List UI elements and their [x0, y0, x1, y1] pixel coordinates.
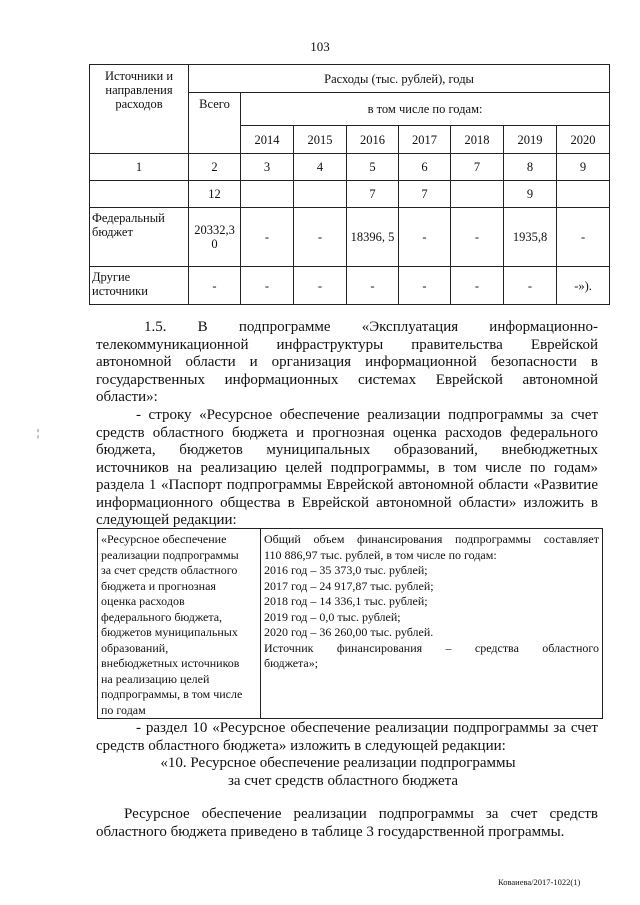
passport-table [97, 528, 603, 719]
row-value: - [399, 208, 451, 267]
passport-label-line: федерального бюджета, [101, 609, 223, 624]
extra-row [90, 181, 610, 208]
page-number: 103 [310, 39, 330, 54]
footer-code: Коваиева/2017-1022(1) [498, 877, 581, 887]
passport-label-line: образований, [101, 640, 169, 655]
row-total: - [189, 267, 241, 305]
passport-label-line: бюджета и прогнозная [101, 578, 216, 593]
row-source: Другие источники [90, 267, 189, 305]
passport-value-line: 2020 год – 36 260,00 тыс. рублей. [264, 625, 434, 639]
index-cell: 4 [294, 154, 347, 181]
passport-label-line: оценка расходов [101, 594, 185, 608]
paragraph-final [96, 806, 598, 841]
extra-cell [90, 181, 189, 208]
section-title [0, 755, 640, 790]
paragraph-1-5 [96, 319, 598, 407]
row-value: - [241, 267, 294, 305]
passport-label-line: по годам [101, 702, 146, 717]
row-value: - [241, 208, 294, 267]
row-value: - [451, 208, 504, 267]
passport-label-line: за счет средств областного [101, 563, 238, 577]
index-cell: 9 [557, 154, 610, 181]
text-line: средств областного бюджета» изложить в следующей редакции: [96, 737, 506, 754]
header-year: 2015 [294, 126, 347, 154]
extra-cell: 9 [504, 181, 557, 208]
index-row [90, 154, 610, 181]
row-value: - [504, 267, 557, 305]
row-value: - [347, 267, 399, 305]
text-line: областного бюджета приведено в таблице 3 государственной программы. [96, 823, 565, 840]
section-title-line: «10. Ресурсное обеспечение реализации подпрограммы [160, 755, 516, 771]
margin-mark: ¦ [37, 428, 40, 439]
text-line: государственных информационных системах Еврейской автономной [96, 371, 598, 388]
header-sources: Источники и направления расходов [90, 65, 189, 154]
text-line: информационного общества в Еврейской автономной области» изложить в [96, 494, 598, 511]
table-row [90, 208, 610, 267]
index-cell: 7 [451, 154, 504, 181]
index-cell: 8 [504, 154, 557, 181]
index-cell: 1 [90, 154, 189, 181]
paragraph-section-10 [96, 720, 598, 755]
passport-label-cell [98, 529, 261, 719]
passport-value-line: 2017 год – 24 917,87 тыс. рублей; [264, 578, 434, 593]
header-year: 2014 [241, 126, 294, 154]
passport-value-line: Источник финансирования – средства областного [264, 640, 599, 655]
passport-value-line: 110 886,97 тыс. рублей, в том числе по годам: [264, 547, 497, 562]
row-value: - [557, 208, 610, 267]
passport-value-line: Общий объем финансирования подпрограммы составляет [264, 532, 599, 546]
section-title-line: за счет средств областного бюджета [227, 772, 459, 789]
passport-value-line: 2016 год – 35 373,0 тыс. рублей; [264, 563, 428, 577]
header-expenses: Расходы (тыс. рублей), годы [189, 65, 610, 93]
table-row [90, 267, 610, 305]
paragraph-row-resources [96, 407, 598, 530]
text-line: - строку «Ресурсное обеспечение реализации подпрограммы за счет [136, 407, 598, 423]
row-source: Федеральный бюджет [90, 208, 189, 267]
text-line: Ресурсное обеспечение реализации подпрограммы за счет средств [124, 806, 598, 822]
index-cell: 3 [241, 154, 294, 181]
text-line: телекоммуникационной инфраструктуры правительства Еврейской [96, 336, 598, 353]
header-year: 2018 [451, 126, 504, 154]
text-line: раздела 1 «Паспорт подпрограммы Еврейской автономной области «Развитие [96, 477, 598, 493]
passport-label-line: подпрограммы, в том числе [101, 687, 243, 701]
text-line: бюджета, бюджетов муниципальных образований, внебюджетных [96, 442, 598, 458]
header-year: 2016 [347, 126, 399, 154]
header-year: 2020 [557, 126, 610, 154]
expenses-table [89, 64, 610, 305]
passport-value-line: бюджета»; [264, 656, 319, 670]
extra-cell [241, 181, 294, 208]
passport-label-line: бюджетов муниципальных [101, 625, 238, 639]
text-line: 1.5. В подпрограмме «Эксплуатация информационно- [144, 319, 598, 335]
index-cell: 5 [347, 154, 399, 181]
row-value: - [451, 267, 504, 305]
header-year: 2019 [504, 126, 557, 154]
header-total: Всего [189, 93, 241, 154]
row-value: - [294, 208, 347, 267]
passport-label-line: на реализацию целей [101, 671, 210, 686]
index-cell: 2 [189, 154, 241, 181]
row-value: 1935,8 [504, 208, 557, 267]
row-value: - [399, 267, 451, 305]
text-line: - раздел 10 «Ресурсное обеспечение реализации подпрограммы за счет [136, 720, 598, 736]
header-by-year: в том числе по годам: [241, 93, 610, 126]
extra-cell [451, 181, 504, 208]
extra-cell [294, 181, 347, 208]
text-line: средств областного бюджета и прогнозная оценка расходов федерального [96, 424, 598, 441]
passport-label-line: внебюджетных источников [101, 656, 240, 670]
passport-value-line: 2019 год – 0,0 тыс. рублей; [264, 609, 401, 624]
extra-cell [557, 181, 610, 208]
extra-cell: 7 [347, 181, 399, 208]
row-value: -»). [557, 267, 610, 305]
text-line: области»: [96, 389, 158, 405]
passport-value-cell [261, 529, 603, 719]
text-line: источников на реализацию целей подпрограммы, в том числе по годам» [96, 459, 598, 476]
row-total: 20332,3 0 [189, 208, 241, 267]
index-cell: 6 [399, 154, 451, 181]
row-value: 18396, 5 [347, 208, 399, 267]
header-year: 2017 [399, 126, 451, 154]
passport-label-line: реализации подпрограммы [101, 547, 239, 562]
passport-value-line: 2018 год – 14 336,1 тыс. рублей; [264, 594, 428, 608]
extra-cell: 7 [399, 181, 451, 208]
row-value: - [294, 267, 347, 305]
text-line: следующей редакции: [96, 512, 237, 528]
passport-label-line: «Ресурсное обеспечение [101, 532, 227, 546]
text-line: автономной области и организация информационной безопасности в [96, 354, 598, 370]
extra-cell: 12 [189, 181, 241, 208]
